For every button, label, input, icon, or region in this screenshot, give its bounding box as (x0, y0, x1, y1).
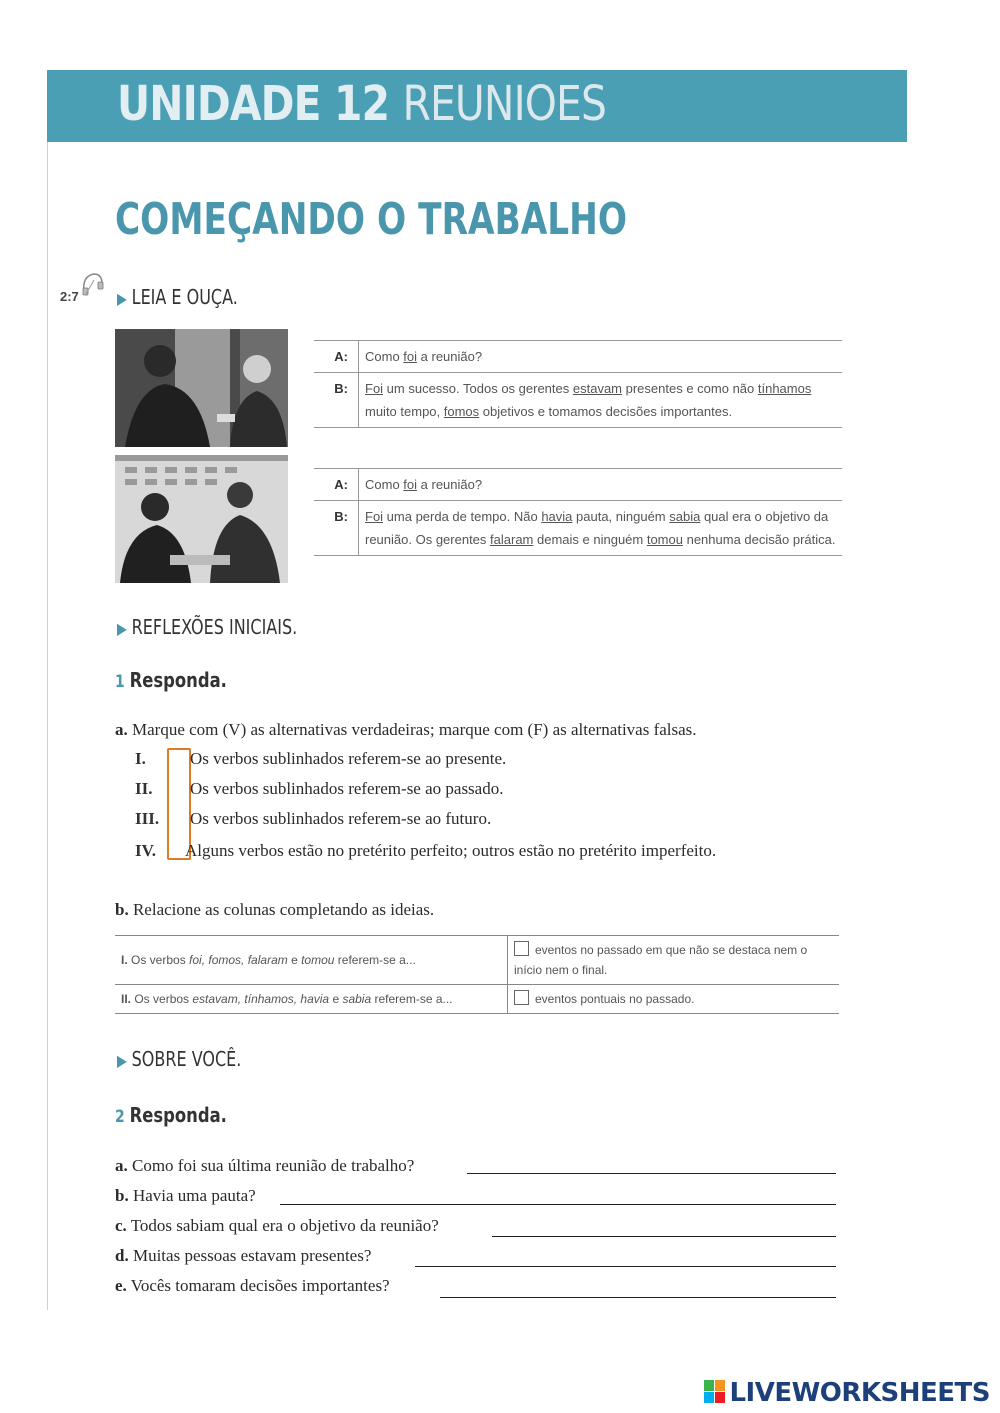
question-text: Muitas pessoas estavam presentes? (128, 1246, 372, 1265)
audio-track-number: 2:7 (60, 289, 79, 304)
match-left-2 (115, 985, 508, 1014)
speaker-label: A: (314, 469, 359, 501)
match-verbs: tomou (301, 953, 335, 967)
item-letter: a. (115, 720, 128, 739)
underlined-verb: Foi (365, 509, 384, 524)
answer-line-c[interactable] (492, 1236, 836, 1237)
match-checkbox[interactable] (514, 990, 529, 1005)
dialog-text: um sucesso. Todos os gerentes (383, 381, 573, 396)
statement-i: Os verbos sublinhados referem-se ao presente. (190, 749, 507, 768)
match-text: referem-se a... (371, 992, 453, 1006)
match-verbs: sabia (342, 992, 372, 1006)
underlined-verb: estavam (572, 381, 623, 396)
dialog-2-line-a (314, 469, 842, 501)
play-arrow-icon: ▶ (117, 1051, 127, 1070)
unit-title (117, 76, 606, 132)
unit-number: UNIDADE 12 (117, 76, 390, 132)
liveworksheets-mark-icon (704, 1380, 726, 1404)
match-right-1 (508, 936, 840, 985)
item-roman: II. (135, 779, 153, 798)
reflexoes-heading-text: REFLEXÕES INICIAIS. (131, 615, 298, 639)
dialog-2-table (314, 468, 842, 556)
question-e (115, 1276, 390, 1296)
dialog-2-line-b (314, 501, 842, 556)
underlined-verb: havia (541, 509, 573, 524)
match-right-2 (508, 985, 840, 1014)
underlined-verb: foi (403, 477, 418, 492)
underlined-verb: tínhamos (757, 381, 812, 396)
leia-heading (117, 285, 238, 309)
question-a (115, 1156, 414, 1176)
item-roman: IV. (135, 841, 156, 860)
dialog-1-table (314, 340, 842, 428)
question-text: Havia uma pauta? (128, 1186, 256, 1205)
dialog-text: uma perda de tempo. Não (383, 509, 542, 524)
item-letter: e. (115, 1276, 127, 1295)
match-verbs: estavam, tínhamos, havia (192, 992, 330, 1006)
leia-heading-text: LEIA E OUÇA. (131, 285, 238, 309)
reflexoes-heading (117, 615, 297, 639)
exercise-1a-instruction (115, 720, 697, 740)
question-text: Como foi sua última reunião de trabalho? (127, 1156, 415, 1175)
match-option-text: eventos pontuais no passado. (535, 992, 695, 1006)
instruction-text: Marque com (V) as alternativas verdadeiras; marque com (F) as alternativas falsas. (127, 720, 697, 739)
exercise-1-title (115, 668, 227, 692)
question-text: Todos sabiam qual era o objetivo da reunião? (126, 1216, 439, 1235)
item-letter: b. (115, 1186, 129, 1205)
answer-line-d[interactable] (415, 1266, 836, 1267)
instruction-text: Relacione as colunas completando as ideias. (128, 900, 435, 919)
matching-table (115, 935, 839, 1014)
unit-header-band (47, 70, 907, 142)
statement-iv: Alguns verbos estão no pretérito perfeito; outros estão no pretérito imperfeito. (185, 841, 717, 860)
sobre-heading-text: SOBRE VOCÊ. (131, 1047, 242, 1071)
dialog-text: muito tempo, (365, 404, 444, 419)
underlined-verb: fomos (443, 404, 480, 419)
exercise-2-title (115, 1103, 227, 1127)
dialog-text: presentes e como não (622, 381, 758, 396)
row-number: II. (121, 992, 132, 1006)
dialog-text: qual era o objetivo da reunião. Os gerentes (365, 509, 829, 547)
row-number: I. (121, 953, 128, 967)
answer-line-e[interactable] (440, 1297, 836, 1298)
underlined-verb: falaram (490, 532, 534, 547)
match-verbs: foi, fomos, falaram (189, 953, 288, 967)
answer-line-b[interactable] (280, 1204, 836, 1205)
match-left-1 (115, 936, 508, 985)
exercise-number: 2 (115, 1107, 125, 1127)
exercise-1b-instruction (115, 900, 434, 920)
exercise-title-text: Responda. (129, 668, 227, 692)
item-letter: a. (115, 1156, 128, 1175)
dialog-text: pauta, ninguém (572, 509, 670, 524)
item-roman: III. (135, 809, 160, 828)
dialog-text: objetivos e tomamos decisões importantes. (479, 404, 733, 419)
match-text: referem-se a... (334, 953, 416, 967)
page-margin-rule (47, 142, 48, 1310)
dialog-text: demais e ninguém (533, 532, 647, 547)
liveworksheets-logo (704, 1378, 990, 1408)
item-letter: d. (115, 1246, 129, 1265)
underlined-verb: tomou (646, 532, 683, 547)
matching-row (115, 936, 839, 985)
speaker-label: B: (314, 501, 359, 556)
section-title: COMEÇANDO O TRABALHO (115, 194, 628, 245)
dialog-text: nenhuma decisão prática. (682, 532, 836, 547)
answer-line-a[interactable] (467, 1173, 836, 1174)
item-letter: c. (115, 1216, 127, 1235)
dialog-1-line-b (314, 373, 842, 428)
play-arrow-icon: ▶ (117, 619, 127, 638)
exercise-title-text: Responda. (129, 1103, 227, 1127)
match-text: Os verbos (131, 992, 193, 1006)
photo-meeting-waste (115, 455, 288, 583)
dialog-1-a-text (359, 341, 843, 373)
item-letter: b. (115, 900, 129, 919)
dialog-1-b-text (359, 373, 843, 428)
underlined-verb: foi (403, 349, 418, 364)
photo-meeting-success (115, 329, 288, 447)
dialog-1-line-a (314, 341, 842, 373)
dialog-2-a-text (359, 469, 843, 501)
matching-row (115, 985, 839, 1014)
dialog-2-b-text (359, 501, 843, 556)
exercise-number: 1 (115, 672, 125, 692)
question-c (115, 1216, 439, 1236)
dialog-text: Como (365, 349, 404, 364)
unit-name: REUNIOES (402, 76, 607, 132)
statement-iii: Os verbos sublinhados referem-se ao futuro. (190, 809, 492, 828)
play-arrow-icon: ▶ (117, 289, 127, 308)
dialog-text: Como (365, 477, 404, 492)
question-d (115, 1246, 371, 1266)
statement-ii: Os verbos sublinhados referem-se ao passado. (190, 779, 504, 798)
headphones-icon (80, 270, 104, 298)
liveworksheets-wordmark: LIVEWORKSHEETS (729, 1378, 990, 1408)
match-option-text: eventos no passado em que não se destaca nem o início nem o final. (514, 943, 808, 977)
dialog-text: a reunião? (417, 349, 483, 364)
question-text: Vocês tomaram decisões importantes? (126, 1276, 390, 1295)
match-text: e (287, 953, 302, 967)
dialog-text: a reunião? (417, 477, 483, 492)
question-b (115, 1186, 256, 1206)
underlined-verb: sabia (669, 509, 701, 524)
speaker-label: B: (314, 373, 359, 428)
underlined-verb: Foi (365, 381, 384, 396)
sobre-heading (117, 1047, 241, 1071)
match-text: Os verbos (127, 953, 190, 967)
match-text: e (329, 992, 343, 1006)
match-checkbox[interactable] (514, 941, 529, 956)
item-roman: I. (135, 749, 146, 768)
speaker-label: A: (314, 341, 359, 373)
